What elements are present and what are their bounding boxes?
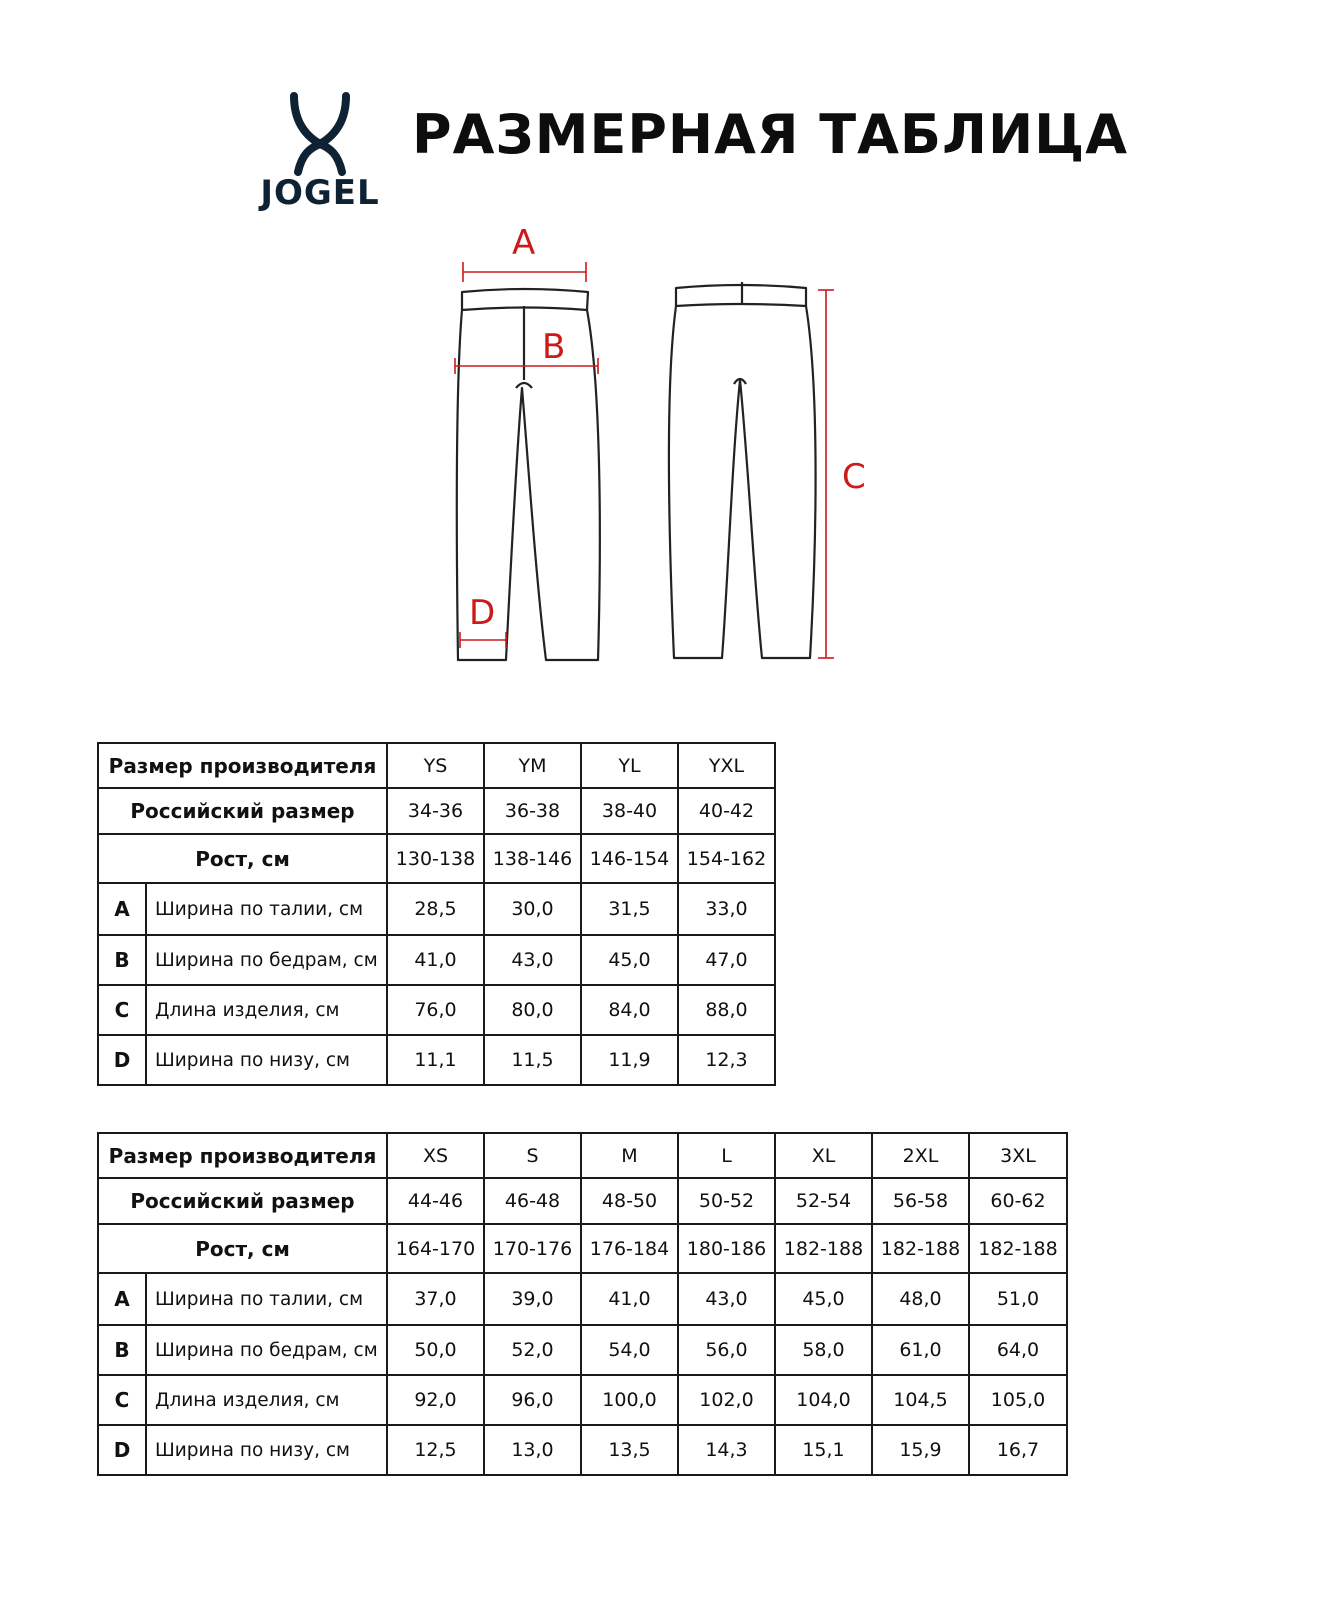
row-letter: C bbox=[98, 1375, 146, 1425]
value-cell: 76,0 bbox=[387, 985, 484, 1035]
height-label: Рост, см bbox=[98, 1224, 387, 1273]
value-cell: 16,7 bbox=[969, 1425, 1067, 1475]
height-cell: 182-188 bbox=[775, 1224, 872, 1273]
value-cell: 61,0 bbox=[872, 1325, 969, 1375]
value-cell: 28,5 bbox=[387, 883, 484, 935]
value-cell: 92,0 bbox=[387, 1375, 484, 1425]
table-row bbox=[98, 1273, 1067, 1325]
table-row bbox=[98, 1425, 1067, 1475]
table-row bbox=[98, 1375, 1067, 1425]
measure-c-arrow bbox=[818, 290, 834, 658]
size-cell: L bbox=[678, 1133, 775, 1178]
value-cell: 11,5 bbox=[484, 1035, 581, 1085]
table-row bbox=[98, 935, 775, 985]
value-cell: 30,0 bbox=[484, 883, 581, 935]
table-row bbox=[98, 834, 775, 883]
russian-size-cell: 48-50 bbox=[581, 1178, 678, 1224]
table-row bbox=[98, 883, 775, 935]
size-cell: XS bbox=[387, 1133, 484, 1178]
value-cell: 41,0 bbox=[387, 935, 484, 985]
value-cell: 104,5 bbox=[872, 1375, 969, 1425]
height-cell: 164-170 bbox=[387, 1224, 484, 1273]
russian-size-cell: 46-48 bbox=[484, 1178, 581, 1224]
value-cell: 37,0 bbox=[387, 1273, 484, 1325]
value-cell: 58,0 bbox=[775, 1325, 872, 1375]
measure-d-arrow bbox=[460, 632, 506, 648]
measure-c-label: C bbox=[842, 457, 866, 497]
value-cell: 52,0 bbox=[484, 1325, 581, 1375]
value-cell: 104,0 bbox=[775, 1375, 872, 1425]
russian-size-label: Российский размер bbox=[98, 1178, 387, 1224]
value-cell: 54,0 bbox=[581, 1325, 678, 1375]
value-cell: 14,3 bbox=[678, 1425, 775, 1475]
table-row bbox=[98, 1325, 1067, 1375]
table-row bbox=[98, 985, 775, 1035]
value-cell: 13,0 bbox=[484, 1425, 581, 1475]
russian-size-label: Российский размер bbox=[98, 788, 387, 834]
value-cell: 39,0 bbox=[484, 1273, 581, 1325]
measure-b-label: B bbox=[542, 327, 566, 367]
russian-size-cell: 44-46 bbox=[387, 1178, 484, 1224]
row-param: Ширина по бедрам, см bbox=[146, 1325, 387, 1375]
table-row bbox=[98, 788, 775, 834]
value-cell: 48,0 bbox=[872, 1273, 969, 1325]
table-row bbox=[98, 1178, 1067, 1224]
value-cell: 47,0 bbox=[678, 935, 775, 985]
russian-size-cell: 50-52 bbox=[678, 1178, 775, 1224]
value-cell: 31,5 bbox=[581, 883, 678, 935]
value-cell: 12,3 bbox=[678, 1035, 775, 1085]
table-row bbox=[98, 1035, 775, 1085]
row-letter: B bbox=[98, 935, 146, 985]
header-label: Размер производителя bbox=[98, 1133, 387, 1178]
row-param: Ширина по низу, см bbox=[146, 1035, 387, 1085]
size-cell: 3XL bbox=[969, 1133, 1067, 1178]
russian-size-cell: 56-58 bbox=[872, 1178, 969, 1224]
height-cell: 146-154 bbox=[581, 834, 678, 883]
height-cell: 176-184 bbox=[581, 1224, 678, 1273]
measure-a-arrow bbox=[463, 262, 586, 282]
value-cell: 51,0 bbox=[969, 1273, 1067, 1325]
russian-size-cell: 36-38 bbox=[484, 788, 581, 834]
row-letter: B bbox=[98, 1325, 146, 1375]
height-label: Рост, см bbox=[98, 834, 387, 883]
size-cell: XL bbox=[775, 1133, 872, 1178]
value-cell: 45,0 bbox=[775, 1273, 872, 1325]
height-cell: 138-146 bbox=[484, 834, 581, 883]
size-cell: YXL bbox=[678, 743, 775, 788]
russian-size-cell: 34-36 bbox=[387, 788, 484, 834]
logo-text: JOGEL bbox=[260, 173, 380, 213]
height-cell: 182-188 bbox=[969, 1224, 1067, 1273]
height-cell: 154-162 bbox=[678, 834, 775, 883]
size-cell: 2XL bbox=[872, 1133, 969, 1178]
height-cell: 130-138 bbox=[387, 834, 484, 883]
size-cell: S bbox=[484, 1133, 581, 1178]
row-param: Длина изделия, см bbox=[146, 1375, 387, 1425]
height-cell: 182-188 bbox=[872, 1224, 969, 1273]
value-cell: 88,0 bbox=[678, 985, 775, 1035]
row-param: Ширина по талии, см bbox=[146, 1273, 387, 1325]
pants-back-icon bbox=[669, 282, 816, 658]
size-cell: YM bbox=[484, 743, 581, 788]
table-row bbox=[98, 1133, 1067, 1178]
value-cell: 105,0 bbox=[969, 1375, 1067, 1425]
value-cell: 50,0 bbox=[387, 1325, 484, 1375]
value-cell: 33,0 bbox=[678, 883, 775, 935]
table-row bbox=[98, 1224, 1067, 1273]
value-cell: 84,0 bbox=[581, 985, 678, 1035]
russian-size-cell: 60-62 bbox=[969, 1178, 1067, 1224]
row-letter: D bbox=[98, 1425, 146, 1475]
header-label: Размер производителя bbox=[98, 743, 387, 788]
row-letter: A bbox=[98, 1273, 146, 1325]
value-cell: 15,9 bbox=[872, 1425, 969, 1475]
russian-size-cell: 40-42 bbox=[678, 788, 775, 834]
russian-size-cell: 38-40 bbox=[581, 788, 678, 834]
row-param: Ширина по талии, см bbox=[146, 883, 387, 935]
value-cell: 102,0 bbox=[678, 1375, 775, 1425]
value-cell: 56,0 bbox=[678, 1325, 775, 1375]
row-param: Ширина по бедрам, см bbox=[146, 935, 387, 985]
value-cell: 12,5 bbox=[387, 1425, 484, 1475]
row-param: Длина изделия, см bbox=[146, 985, 387, 1035]
value-cell: 11,1 bbox=[387, 1035, 484, 1085]
brand-logo bbox=[246, 92, 394, 226]
value-cell: 13,5 bbox=[581, 1425, 678, 1475]
row-letter: A bbox=[98, 883, 146, 935]
page-title: РАЗМЕРНАЯ ТАБЛИЦА bbox=[412, 103, 1129, 166]
size-table-adults bbox=[97, 1132, 1068, 1476]
value-cell: 43,0 bbox=[484, 935, 581, 985]
value-cell: 64,0 bbox=[969, 1325, 1067, 1375]
value-cell: 41,0 bbox=[581, 1273, 678, 1325]
value-cell: 43,0 bbox=[678, 1273, 775, 1325]
value-cell: 45,0 bbox=[581, 935, 678, 985]
pants-measurement-diagram bbox=[440, 220, 880, 680]
value-cell: 80,0 bbox=[484, 985, 581, 1035]
row-letter: C bbox=[98, 985, 146, 1035]
measure-b-arrow bbox=[455, 358, 598, 374]
height-cell: 180-186 bbox=[678, 1224, 775, 1273]
table-row bbox=[98, 743, 775, 788]
row-param: Ширина по низу, см bbox=[146, 1425, 387, 1475]
size-cell: YS bbox=[387, 743, 484, 788]
value-cell: 100,0 bbox=[581, 1375, 678, 1425]
size-table-children bbox=[97, 742, 776, 1086]
measure-d-label: D bbox=[469, 593, 496, 633]
logo-mark-icon bbox=[246, 92, 394, 176]
size-cell: YL bbox=[581, 743, 678, 788]
row-letter: D bbox=[98, 1035, 146, 1085]
value-cell: 96,0 bbox=[484, 1375, 581, 1425]
value-cell: 11,9 bbox=[581, 1035, 678, 1085]
size-cell: M bbox=[581, 1133, 678, 1178]
value-cell: 15,1 bbox=[775, 1425, 872, 1475]
russian-size-cell: 52-54 bbox=[775, 1178, 872, 1224]
height-cell: 170-176 bbox=[484, 1224, 581, 1273]
measure-a-label: A bbox=[512, 223, 536, 263]
